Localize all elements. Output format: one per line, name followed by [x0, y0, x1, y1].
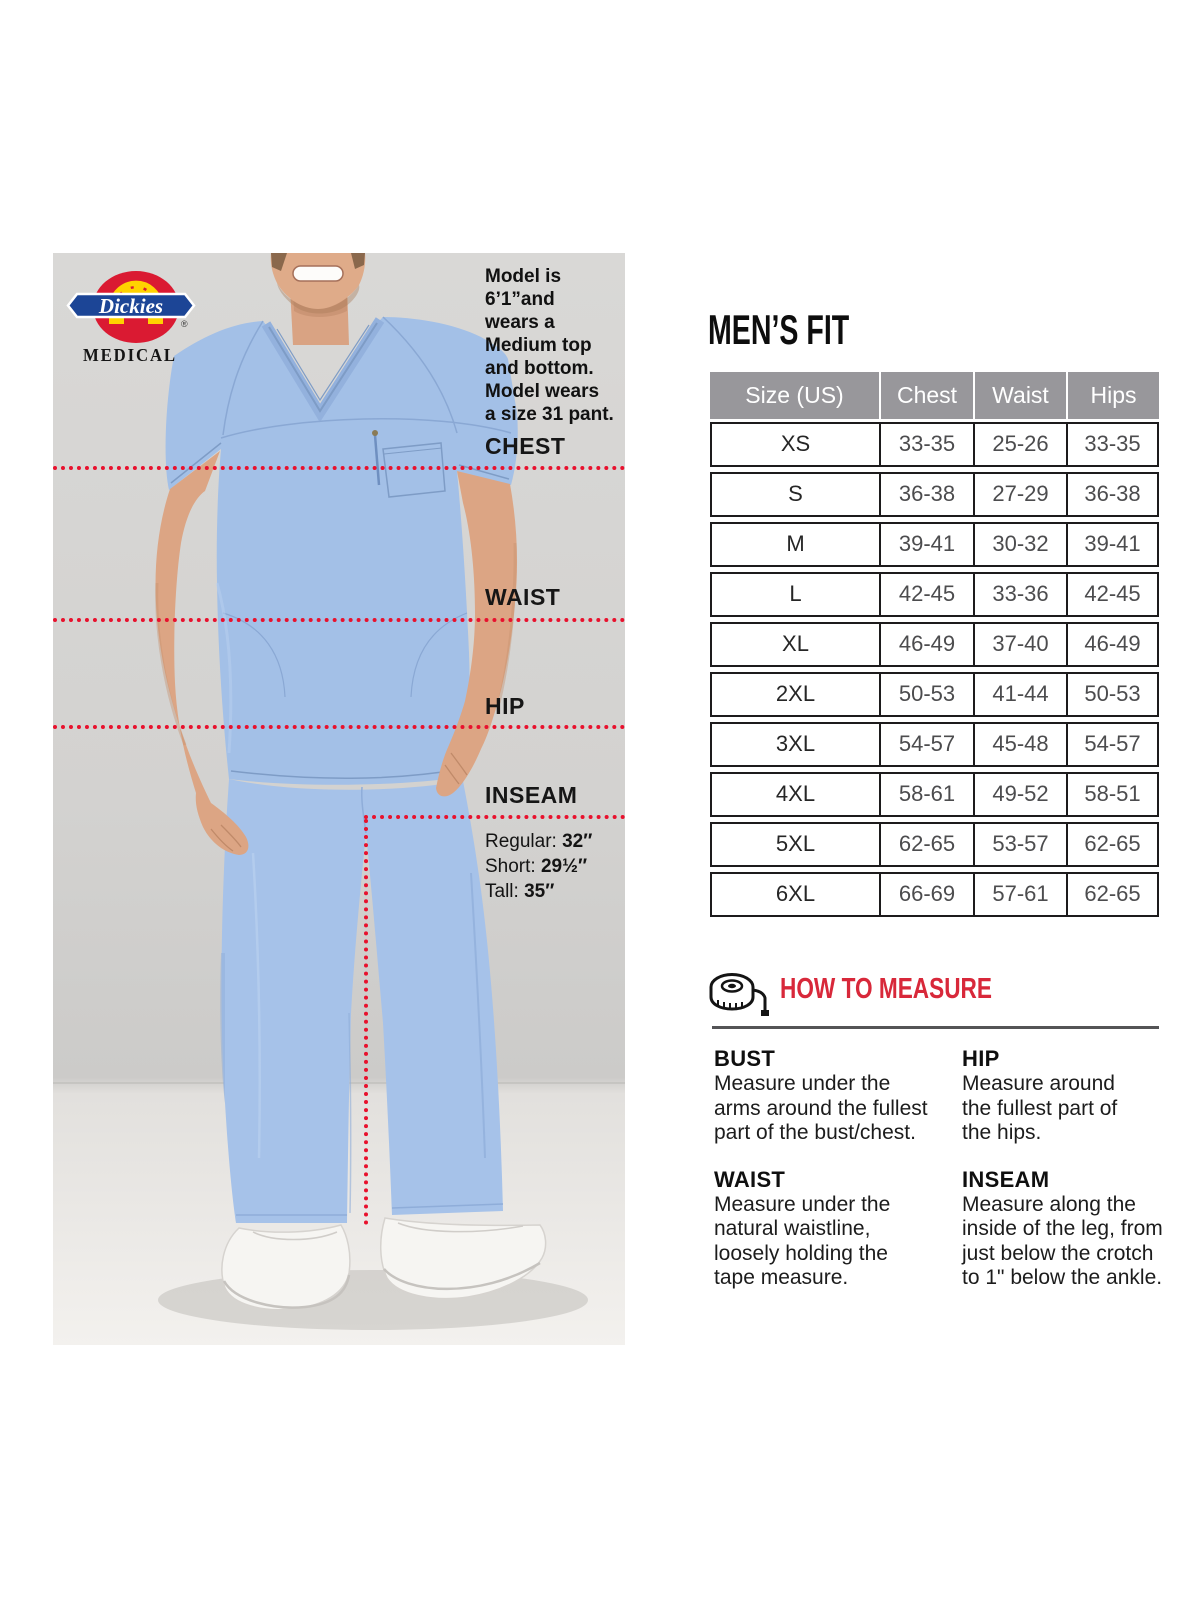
table-row-5xl — [710, 822, 1159, 867]
inseam-label: INSEAM — [485, 782, 578, 808]
measure-item-waist: WAIST Measure under the natural waistline, loosely holding the tape measure. — [714, 1167, 954, 1291]
waist-cell: 33-36 — [973, 574, 1066, 615]
measure-column-left — [714, 1046, 954, 1291]
chest-cell: 33-35 — [879, 424, 973, 465]
waist-guide-line — [53, 618, 625, 622]
hips-cell: 50-53 — [1066, 674, 1157, 715]
hip-label: HIP — [485, 693, 525, 719]
inseam-short: Short: 29½″ — [485, 856, 588, 877]
hip-guide-line — [53, 725, 625, 729]
inseam-tall: Tall: 35″ — [485, 881, 555, 902]
table-row-2xl — [710, 672, 1159, 717]
column-header-chest: Chest — [879, 372, 973, 419]
tape-measure-icon — [708, 970, 770, 1016]
size-chart-table — [710, 372, 1159, 922]
hips-cell: 54-57 — [1066, 724, 1157, 765]
table-row-m — [710, 522, 1159, 567]
hips-cell: 62-65 — [1066, 824, 1157, 865]
measure-term: BUST — [714, 1046, 776, 1071]
size-cell: 2XL — [775, 681, 816, 706]
page-title: MEN’S FIT — [708, 306, 850, 353]
chest-cell: 66-69 — [879, 874, 973, 915]
measure-item-bust: BUST Measure under the arms around the fullest part of the bust/chest. — [714, 1046, 954, 1146]
hips-cell: 42-45 — [1066, 574, 1157, 615]
how-to-measure-title: HOW TO MEASURE — [780, 973, 992, 1005]
table-row-s — [710, 472, 1159, 517]
table-row-4xl — [710, 772, 1159, 817]
measure-item-inseam: INSEAM Measure along the inside of the leg, from just below the crotch to 1" below the ankle. — [962, 1167, 1174, 1291]
table-row-6xl — [710, 872, 1159, 917]
chest-label: CHEST — [485, 433, 566, 459]
chest-cell: 54-57 — [879, 724, 973, 765]
table-row-l — [710, 572, 1159, 617]
model-photo — [53, 253, 625, 1345]
model-head — [271, 253, 366, 345]
size-cell: 5XL — [775, 831, 816, 856]
waist-cell: 53-57 — [973, 824, 1066, 865]
chest-cell: 36-38 — [879, 474, 973, 515]
size-cell: XL — [782, 631, 809, 656]
chest-cell: 42-45 — [879, 574, 973, 615]
hips-cell: 36-38 — [1066, 474, 1157, 515]
waist-cell: 37-40 — [973, 624, 1066, 665]
hips-cell: 39-41 — [1066, 524, 1157, 565]
section-divider — [712, 1026, 1159, 1029]
chest-cell: 62-65 — [879, 824, 973, 865]
measure-term: HIP — [962, 1046, 1000, 1071]
size-cell: S — [788, 481, 803, 506]
measure-item-hip: HIP Measure around the fullest part of the hips. — [962, 1046, 1174, 1146]
measure-term: INSEAM — [962, 1166, 1050, 1192]
size-cell: 4XL — [775, 781, 816, 806]
inseam-vertical-guide-line — [364, 819, 368, 1225]
chest-cell: 46-49 — [879, 624, 973, 665]
size-cell: M — [786, 531, 805, 556]
table-row-xl — [710, 622, 1159, 667]
waist-cell: 45-48 — [973, 724, 1066, 765]
waist-label: WAIST — [485, 584, 561, 610]
waist-cell: 25-26 — [973, 424, 1066, 465]
size-cell: 3XL — [775, 731, 816, 756]
model-note: Model is 6’1”and wears a Medium top and bottom. Model wears a size 31 pant. — [485, 266, 614, 425]
hips-cell: 62-65 — [1066, 874, 1157, 915]
hips-cell: 58-51 — [1066, 774, 1157, 815]
size-chart-header-row — [710, 372, 1159, 419]
table-row-3xl — [710, 722, 1159, 767]
waist-cell: 27-29 — [973, 474, 1066, 515]
brand-division-label: MEDICAL — [83, 345, 177, 365]
size-cell: L — [789, 581, 802, 606]
hips-cell: 46-49 — [1066, 624, 1157, 665]
table-row-xs — [710, 422, 1159, 467]
waist-cell: 49-52 — [973, 774, 1066, 815]
inseam-guide-line — [364, 815, 625, 819]
waist-cell: 57-61 — [973, 874, 1066, 915]
chest-cell: 50-53 — [879, 674, 973, 715]
measure-term: WAIST — [714, 1166, 786, 1192]
inseam-lengths — [485, 829, 592, 904]
column-header-hips: Hips — [1066, 372, 1159, 419]
hips-cell: 33-35 — [1066, 424, 1157, 465]
dickies-logo-text: Dickies — [98, 294, 164, 318]
measure-column-right — [962, 1046, 1174, 1291]
size-cell: 6XL — [775, 881, 816, 906]
inseam-regular: Regular: 32″ — [485, 831, 593, 852]
chest-cell: 39-41 — [879, 524, 973, 565]
waist-cell: 41-44 — [973, 674, 1066, 715]
waist-cell: 30-32 — [973, 524, 1066, 565]
size-cell: XS — [780, 431, 811, 456]
chest-cell: 58-61 — [879, 774, 973, 815]
model-pants — [220, 779, 503, 1223]
registered-mark: ® — [181, 319, 188, 329]
column-header-size: Size (US) — [745, 382, 844, 408]
column-header-waist: Waist — [973, 372, 1066, 419]
chest-guide-line — [53, 466, 625, 470]
